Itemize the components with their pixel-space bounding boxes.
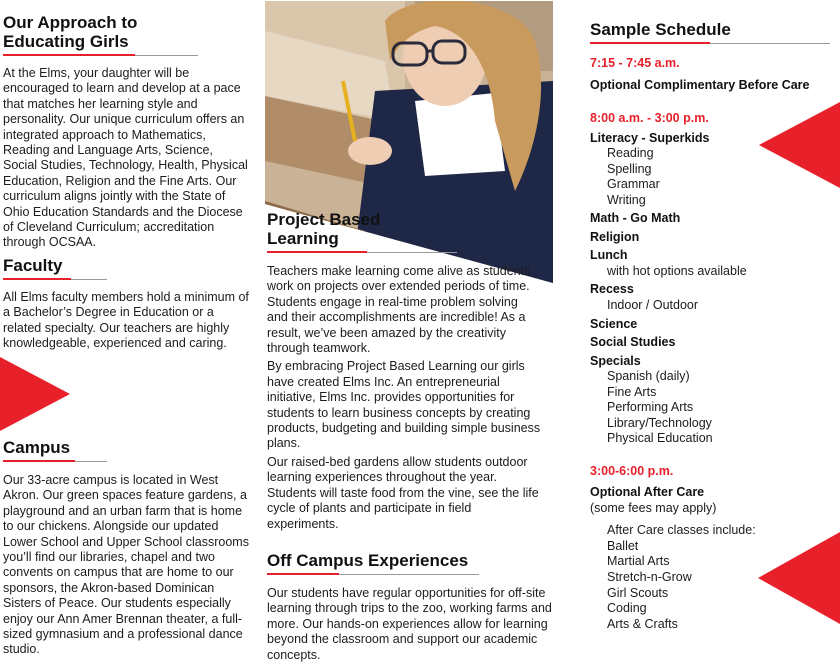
campus-rule <box>3 460 107 462</box>
schedule-heading: Optional After Care <box>590 485 705 500</box>
schedule-header <box>590 20 835 44</box>
schedule-block-school-day <box>590 111 835 448</box>
schedule-block-after-care <box>590 464 835 632</box>
offcampus-section <box>267 551 559 663</box>
schedule-heading: Lunch <box>590 248 628 263</box>
pbl-section <box>267 210 557 532</box>
schedule-subitem: After Care classes include: <box>607 523 756 538</box>
schedule-heading: Religion <box>590 229 640 244</box>
schedule-subitem: Stretch-n-Grow <box>607 569 692 584</box>
faculty-rule <box>3 278 107 280</box>
offcampus-title: Off Campus Experiences <box>267 551 469 570</box>
schedule-subitem: Reading <box>607 146 654 160</box>
schedule-subitem: with hot options available <box>607 263 747 278</box>
schedule-heading: Science <box>590 316 638 331</box>
campus-section <box>3 438 253 658</box>
schedule-subitem: Fine Arts <box>607 384 657 399</box>
schedule-after-items <box>590 485 835 632</box>
schedule-subitem: Physical Education <box>607 431 713 446</box>
pbl-rule <box>267 251 457 253</box>
schedule-title: Sample Schedule <box>590 20 731 39</box>
pbl-paragraph-1: Teachers make learning come alive as students work on projects over extended periods of time. Students engage in real-time problem solving and their accomplishments are incredible! As a result, we’ve been amazed by the creativity through teamwork. <box>267 264 531 356</box>
schedule-subitem: Performing Arts <box>607 400 694 415</box>
schedule-subitem: Ballet <box>607 538 639 553</box>
schedule-heading: Math - Go Math <box>590 211 681 226</box>
schedule-subitem: Writing <box>607 192 646 207</box>
faculty-section <box>3 256 253 352</box>
red-triangle-left <box>0 357 70 431</box>
schedule-subitem: Grammar <box>607 177 660 192</box>
schedule-subitem: Girl Scouts <box>607 585 669 600</box>
schedule-time: 8:00 a.m. - 3:00 p.m. <box>590 110 709 125</box>
approach-rule <box>3 54 198 56</box>
campus-title: Campus <box>3 438 71 457</box>
approach-section <box>3 13 253 251</box>
schedule-subitem: Indoor / Outdoor <box>607 297 699 312</box>
schedule-subitem: Spanish (daily) <box>607 369 690 384</box>
schedule-block-before-care <box>590 56 835 94</box>
schedule-day-items <box>590 131 835 448</box>
schedule-note: (some fees may apply) <box>590 500 717 515</box>
offcampus-rule <box>267 573 479 575</box>
schedule-heading: Recess <box>590 282 634 297</box>
schedule-subitem: Library/Technology <box>607 415 712 430</box>
approach-body: At the Elms, your daughter will be encouraged to learn and develop at a pace that matches her learning style and personality. Our unique curriculum offers an integrated approach to Mathematics, Reading and Language Arts, Science, Social Studies, Technology, Health, Physical Education, Religion and the Fine Arts. Our curriculum aligns jointly with the State of Ohio Education Standards and the Diocese of Cleveland Curriculum; accreditation through OCSAA. <box>3 66 248 250</box>
schedule-list <box>590 56 835 632</box>
schedule-heading: Specials <box>590 353 641 368</box>
faculty-body: All Elms faculty members hold a minimum of a Bachelor’s Degree in Education or a related specialty. Our teachers are highly knowledgeable, experienced and caring. <box>3 290 249 351</box>
pbl-paragraph-2: By embracing Project Based Learning our girls have created Elms Inc. An entrepreneurial initiative, Elms Inc. provides opportunities for students to learn business concepts by creating products, budgeting and building simple business plans. <box>267 359 541 451</box>
pbl-paragraph-3: Our raised-bed gardens allow students outdoor learning experiences throughout the year. Students will taste food from the vine, see the life cycle of plants and participate in field experiments. <box>267 454 539 531</box>
schedule-heading: Literacy - Superkids <box>590 130 710 145</box>
schedule-rule <box>590 42 830 44</box>
schedule-heading: Optional Complimentary Before Care <box>590 78 810 92</box>
pbl-title: Project Based Learning <box>267 210 381 248</box>
campus-body: Our 33-acre campus is located in West Akron. Our green spaces feature gardens, a playground and an urban farm that is home to our chickens. Alongside our updated Lower School and Upper School classrooms you’ll find our libraries, chapel and two convents on campus that are home to our sponsors, the Akron-based Dominican Sisters of Peace. Our students especially enjoy our Ann Amer Brennan theater, a full-sized gymnasium and a professional dance studio. <box>3 473 249 657</box>
faculty-title: Faculty <box>3 256 63 275</box>
schedule-subitem: Martial Arts <box>607 554 670 569</box>
offcampus-body: Our students have regular opportunities for off-site learning through trips to the zoo, working farms and more. Our hands-on experiences allow for learning beyond the classroom and support our academic concepts. <box>267 586 552 662</box>
schedule-subitem: Coding <box>607 601 647 616</box>
schedule-time: 7:15 - 7:45 a.m. <box>590 56 680 70</box>
approach-title: Our Approach to Educating Girls <box>3 13 138 51</box>
schedule-time: 3:00-6:00 p.m. <box>590 464 674 479</box>
schedule-subitem: Spelling <box>607 161 652 176</box>
schedule-heading: Social Studies <box>590 335 676 350</box>
schedule-subitem: Arts & Crafts <box>607 616 678 631</box>
